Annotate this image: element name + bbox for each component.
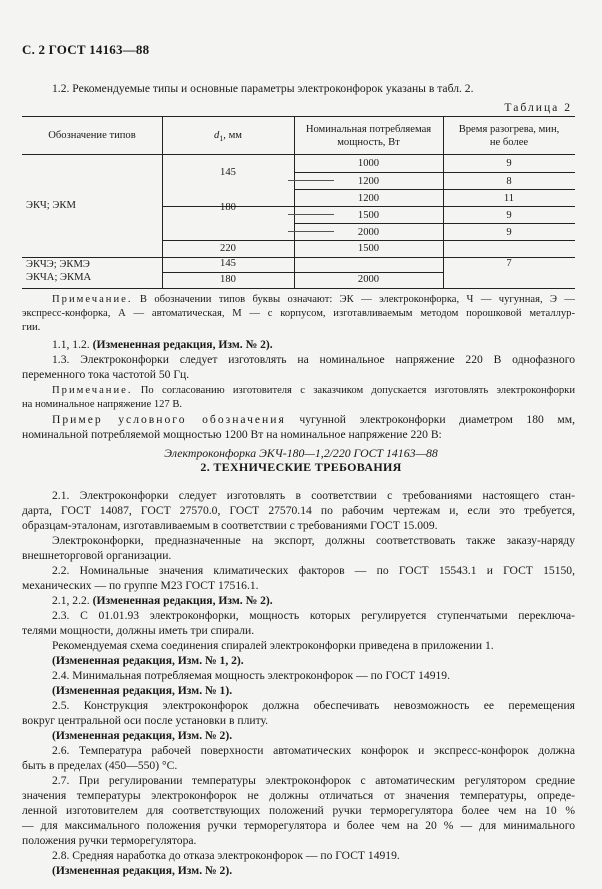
- amendment-2-8: (Измененная редакция, Изм. № 2).: [52, 864, 233, 877]
- s2-7-line-2: значения температуры электроконфорок не должны отличаться от значения температуры, опреде-: [22, 789, 575, 802]
- power-cell: 1500: [357, 210, 380, 221]
- example-line-1: Пример условного обозначения чугунной электроконфорки диаметром 180 мм,: [52, 413, 575, 426]
- time-cell: 7: [506, 258, 512, 269]
- amendment-2-4: (Измененная редакция, Изм. № 1).: [52, 684, 233, 697]
- page-header: С. 2 ГОСТ 14163—88: [22, 42, 150, 57]
- s2-2-line-2: механических — по группе М23 ГОСТ 17516.1.: [22, 579, 259, 592]
- s2-8: 2.8. Средняя наработка до отказа электроконфорок — по ГОСТ 14919.: [52, 849, 400, 862]
- note-1-line-3: гии.: [22, 322, 41, 333]
- d-cell: 145: [220, 167, 236, 178]
- s2-5-line-2: вокруг центральной оси после установки в плиту.: [22, 714, 269, 727]
- s2-1b-line-2: внешнеторговой организации.: [22, 549, 172, 562]
- power-cell: 1200: [357, 193, 380, 204]
- d-cell: 220: [220, 243, 236, 254]
- s2-6-line-1: 2.6. Температура рабочей поверхности автоматических конфорок и экспресс-конфорок должна: [52, 744, 575, 757]
- s2-1-line-1: 2.1. Электроконфорки следует изготовлять в соответствии с требованиями настоящего стан-: [52, 489, 575, 502]
- time-cell: 11: [503, 193, 515, 204]
- s2-5-line-1: 2.5. Конструкция электроконфорок должна обеспечивать невозможность ее перемещения: [52, 699, 575, 712]
- paragraph-1-3-line-2: переменного тока частотой 50 Гц.: [22, 368, 190, 381]
- s2-6-line-2: быть в пределах (450—550) °С.: [22, 759, 178, 772]
- note-2-line-1: Примечание. По согласованию изготовителя с заказчиком допускается изготовлять электроконфорки: [52, 385, 575, 396]
- table-caption: Таблица 2: [504, 101, 572, 114]
- s2-3-line-1: 2.3. С 01.01.93 электроконфорки, мощность которых регулируется ступенчатыми переключа-: [52, 609, 575, 622]
- col-header-type: Обозначение типов: [48, 130, 136, 141]
- s2-7-line-4: — для максимального положения ручки терморегулятора и более чем на 20 % — для минимального: [22, 819, 575, 832]
- designation-example: Электроконфорка ЭКЧ-180—1,2/220 ГОСТ 14163—88: [164, 446, 438, 460]
- col-header-diameter: $d_1$, мм: [213, 130, 242, 144]
- note-1-line-2: экспресс-конфорка, А — автоматическая, М — с корпусом, изготавливаемым методом порошковой металлур-: [22, 308, 575, 319]
- s2-7-line-5: положения ручки терморегулятора.: [22, 834, 197, 847]
- amendment-1-1-1-2: 1.1, 1.2. (Измененная редакция, Изм. № 2).: [52, 338, 273, 351]
- s2-1b-line-1: Электроконфорки, предназначенные на экспорт, должны соответствовать также заказу-наряду: [52, 534, 575, 547]
- power-cell: 1000: [357, 158, 380, 169]
- power-cell: 1200: [357, 176, 380, 187]
- s2-2-line-1: 2.2. Номинальные значения климатических факторов — по ГОСТ 15543.1 и ГОСТ 15150,: [52, 564, 575, 577]
- s2-1-line-3: образцам-эталонам, изготавливаемым в соответствии с требованиями ГОСТ 15.009.: [22, 519, 438, 532]
- type-ekch-ekm: ЭКЧ; ЭКМ: [26, 200, 76, 211]
- example-line-2: номинальной потребляемой мощностью 1200 Вт на номинальное напряжение 220 В:: [22, 428, 442, 441]
- note-1-line-1: Примечание. В обозначении типов буквы означают: ЭК — электроконфорка, Ч — чугунная, Э —: [52, 294, 575, 305]
- type-ekche-ekmsh: ЭКЧЭ; ЭКМЭ ЭКЧА; ЭКМА: [26, 259, 92, 283]
- parameters-table: [22, 116, 575, 288]
- s2-4: 2.4. Минимальная потребляемая мощность электроконфорок — по ГОСТ 14919.: [52, 669, 451, 682]
- section-2-title: 2. ТЕХНИЧЕСКИЕ ТРЕБОВАНИЯ: [200, 460, 402, 474]
- time-cell: 8: [506, 176, 512, 187]
- s2-3-line-3: Рекомендуемая схема соединения спиралей электроконфорки приведена в приложении 1.: [52, 639, 494, 652]
- power-cell: 2000: [357, 227, 380, 238]
- power-cell: 1500: [357, 243, 380, 254]
- note-2-line-2: на номинальное напряжение 127 В.: [22, 399, 183, 410]
- d-cell: 145: [220, 258, 236, 269]
- amendment-2-1-2-2: 2.1, 2.2. (Измененная редакция, Изм. № 2).: [52, 594, 273, 607]
- s2-7-line-3: ленной изготовителем для соответствующих положений ручки терморегулятора более чем на 10 %: [22, 804, 575, 817]
- amendment-2-5: (Измененная редакция, Изм. № 2).: [52, 729, 233, 742]
- power-cell: 2000: [357, 274, 380, 285]
- time-cell: 9: [506, 158, 512, 169]
- d-cell: 180: [220, 274, 236, 285]
- paragraph-1-2: 1.2. Рекомендуемые типы и основные параметры электроконфорок указаны в табл. 2.: [52, 82, 474, 95]
- paragraph-1-3-line-1: 1.3. Электроконфорки следует изготовлять на номинальное напряжение 220 В однофазного: [52, 353, 575, 366]
- d-cell: 180: [220, 202, 236, 213]
- col-header-time: Время разогрева, мин, не более: [458, 124, 560, 148]
- s2-7-line-1: 2.7. При регулировании температуры электроконфорок с автоматическим регулятором средние: [52, 774, 575, 787]
- s2-3-line-2: телями мощности, должны иметь три спирали.: [22, 624, 255, 637]
- time-cell: 9: [506, 210, 512, 221]
- s2-1-line-2: дарта, ГОСТ 14087, ГОСТ 27570.0, ГОСТ 27570.14 по рабочим чертежам и, если это требуется,: [22, 504, 575, 517]
- amendment-2-3: (Измененная редакция, Изм. № 1, 2).: [52, 654, 244, 667]
- col-header-power: Номинальная потребляемая мощность, Вт: [305, 124, 432, 148]
- time-cell: 9: [506, 227, 512, 238]
